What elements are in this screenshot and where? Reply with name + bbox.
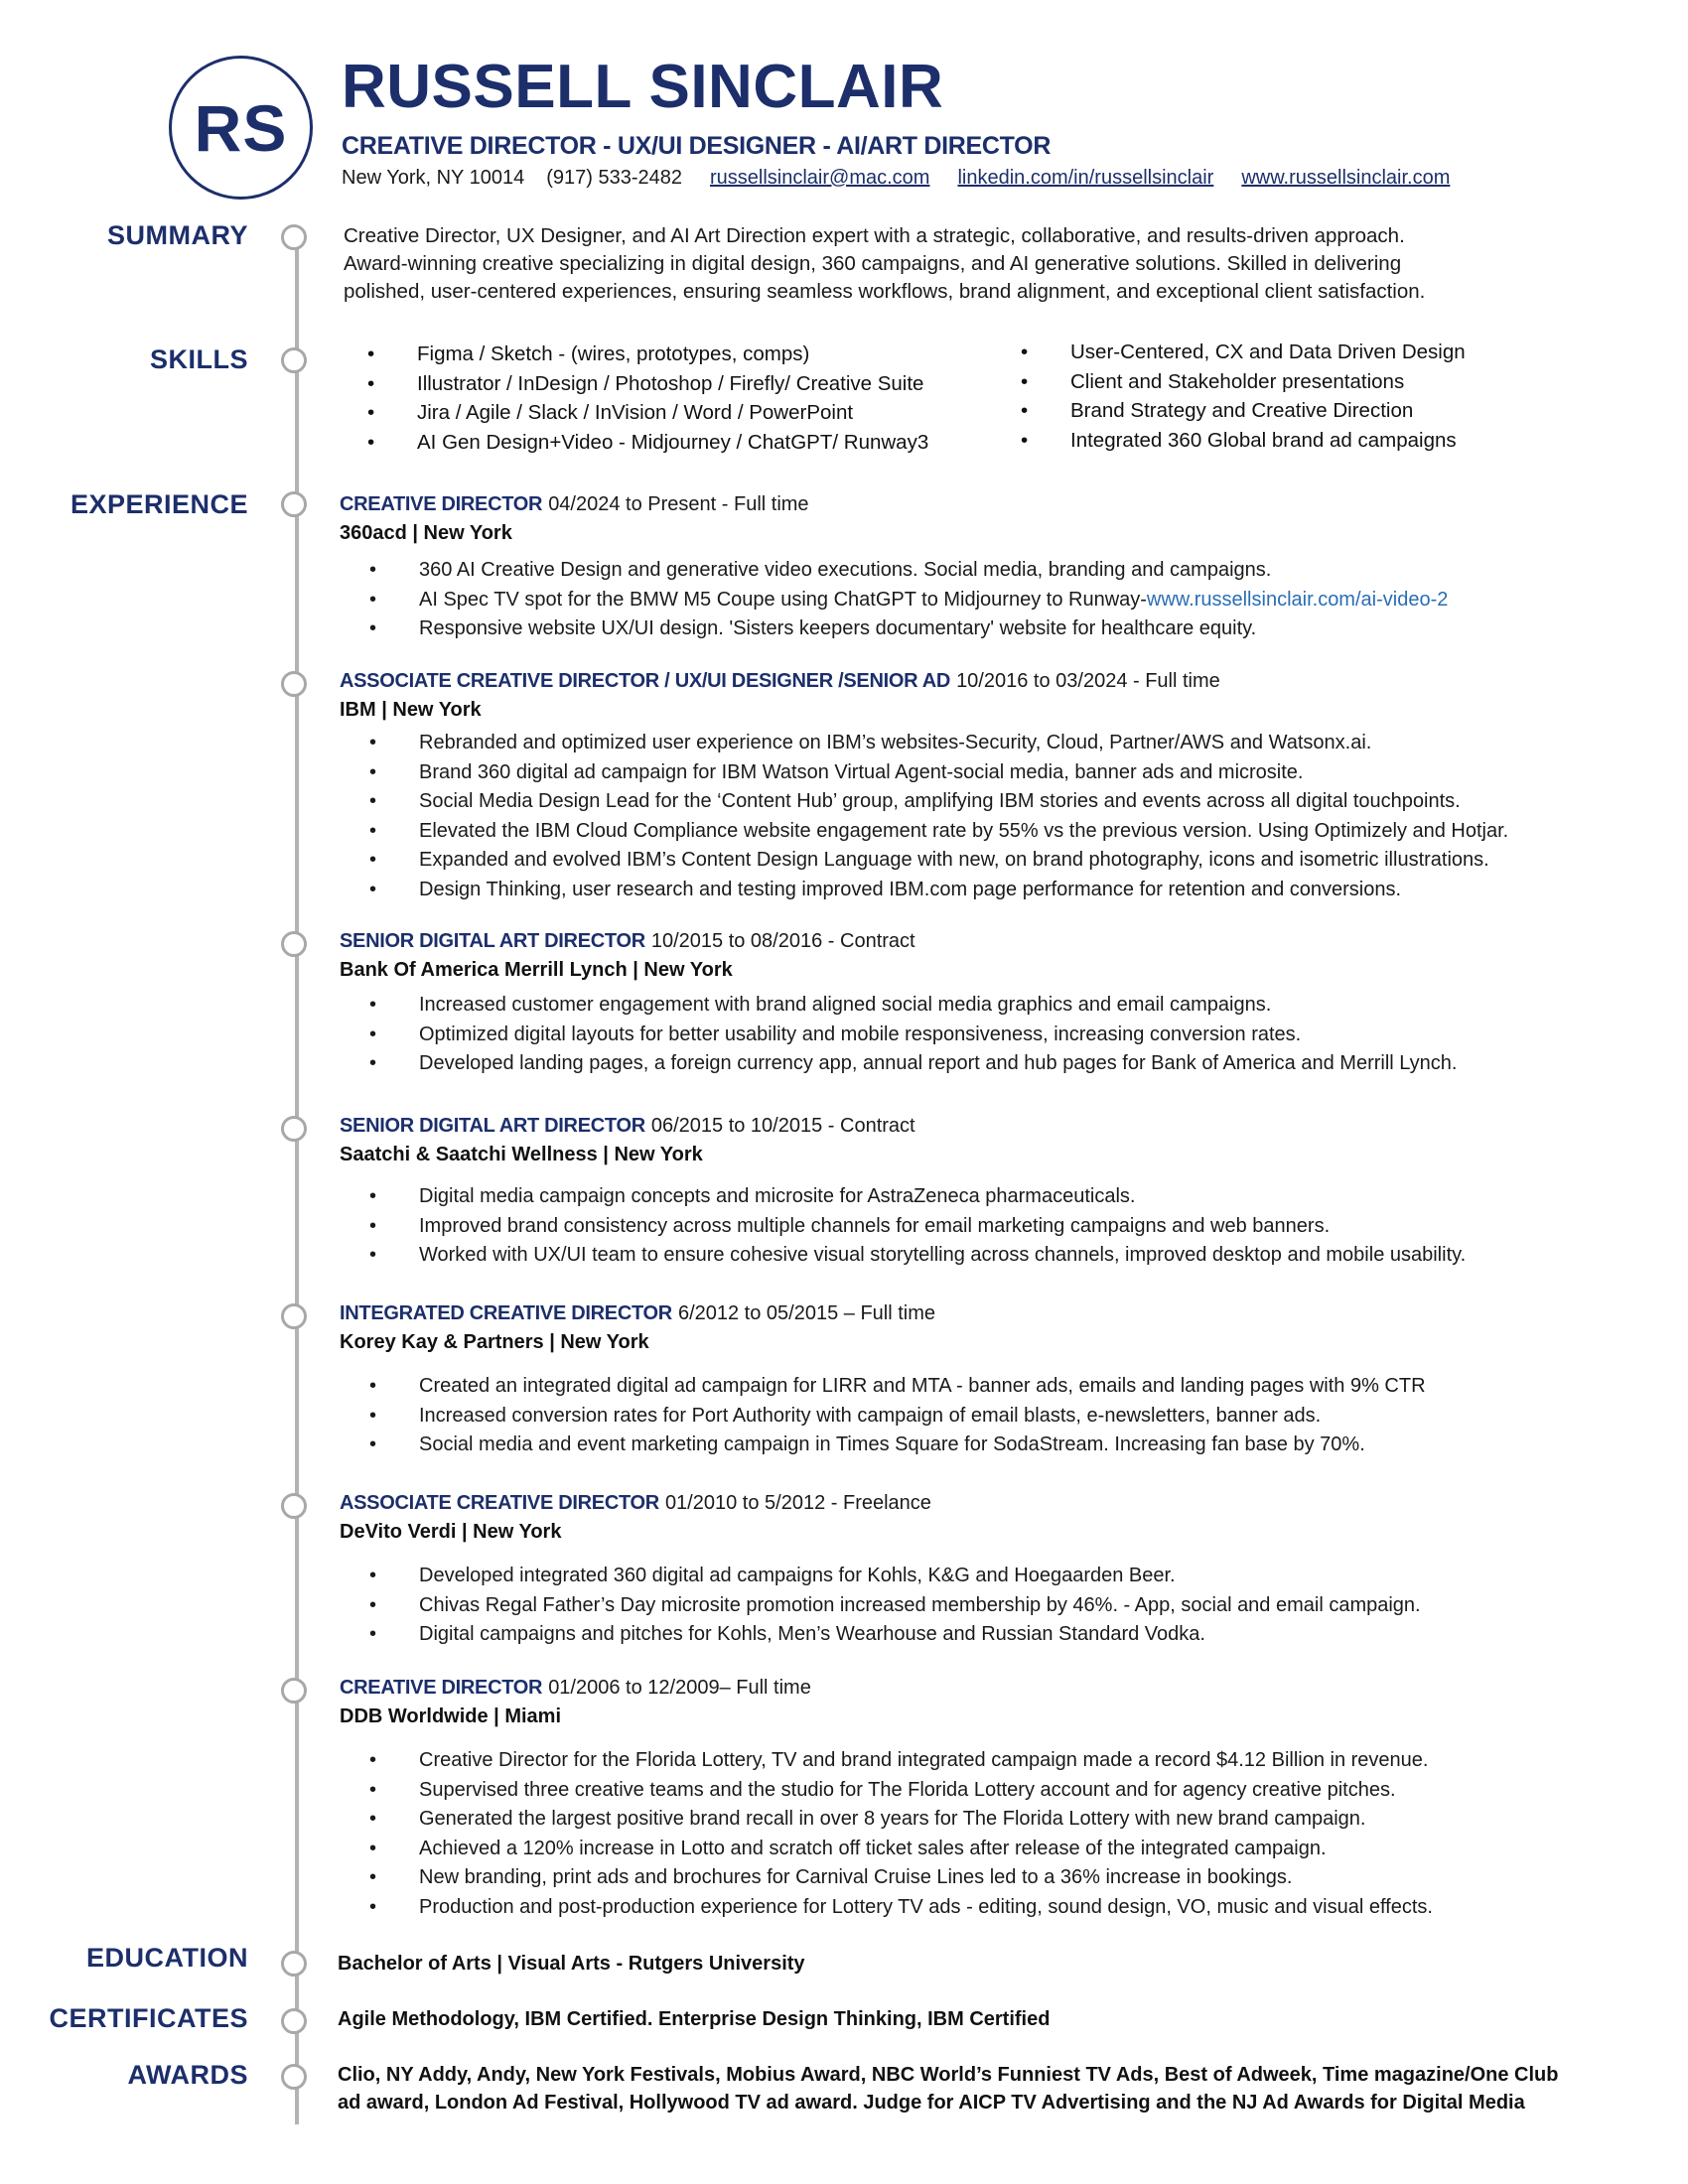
job-employer: 360acd | New York: [340, 522, 512, 544]
job-entry: [340, 1489, 1611, 1650]
job-header: [340, 1489, 1611, 1518]
timeline-node: [281, 224, 307, 250]
job-bullet: • 360 AI Creative Design and generative video executions. Social media, branding and campaigns.: [340, 556, 1611, 586]
summary-line: polished, user-centered experiences, ensuring seamless workflows, brand alignment, and exceptional client satisfaction.: [344, 280, 1426, 303]
job-dates: 04/2024 to Present - Full time: [548, 493, 809, 515]
job-employer: DDB Worldwide | Miami: [340, 1706, 562, 1727]
job-bullet: • Supervised three creative teams and the studio for The Florida Lottery account and for agency creative pitches.: [340, 1776, 1611, 1806]
skill-item: • AI Gen Design+Video - Midjourney / ChatGPT/ Runway3: [367, 428, 928, 458]
skill-item: • Illustrator / InDesign / Photoshop / Firefly/ Creative Suite: [367, 369, 928, 399]
timeline-node: [281, 1951, 307, 1977]
job-employer: IBM | New York: [340, 699, 482, 721]
job-bullet: • Responsive website UX/UI design. 'Sisters keepers documentary' website for healthcare equity.: [340, 614, 1611, 644]
job-bullet: [340, 586, 1611, 615]
job-employer: Korey Kay & Partners | New York: [340, 1331, 649, 1353]
job-header: [340, 667, 1611, 696]
summary-line: Creative Director, UX Designer, and AI Art Direction expert with a strategic, collaborative, and results-driven approach.: [344, 224, 1405, 247]
phone: (917) 533-2482: [546, 167, 682, 189]
job-bullet: • Worked with UX/UI team to ensure cohesive visual storytelling across channels, improved desktop and mobile usability.: [340, 1241, 1611, 1271]
skill-item: • Client and Stakeholder presentations: [1021, 367, 1466, 397]
job-bullet: • Production and post-production experience for Lottery TV ads - editing, sound design, VO, music and visual effects.: [340, 1893, 1611, 1923]
job-entry: [340, 1674, 1611, 1923]
timeline-node: [281, 1493, 307, 1519]
job-employer: Bank Of America Merrill Lynch | New York: [340, 959, 733, 981]
job-title: INTEGRATED CREATIVE DIRECTOR: [340, 1302, 672, 1324]
awards-text: [338, 2061, 1558, 2116]
timeline-node: [281, 491, 307, 517]
section-label-education: EDUCATION: [86, 1943, 248, 1973]
job-title: SENIOR DIGITAL ART DIRECTOR: [340, 1115, 645, 1137]
job-dates: 6/2012 to 05/2015 – Full time: [677, 1302, 936, 1324]
job-bullet: • Social media and event marketing campaign in Times Square for SodaStream. Increasing fan base by 70%.: [340, 1431, 1611, 1460]
timeline-node: [281, 1116, 307, 1142]
job-entry: [340, 1299, 1611, 1460]
summary-text: [344, 222, 1535, 306]
job-employer: Saatchi & Saatchi Wellness | New York: [340, 1144, 703, 1165]
job-bullet: • Increased customer engagement with brand aligned social media graphics and email campaigns.: [340, 991, 1611, 1021]
job-entry: [340, 1112, 1611, 1271]
job-bullet: • Achieved a 120% increase in Lotto and scratch off ticket sales after release of the integrated campaign.: [340, 1835, 1611, 1864]
skill-item: • Jira / Agile / Slack / InVision / Word / PowerPoint: [367, 398, 928, 428]
job-header: [340, 927, 1611, 956]
job-entry: [340, 667, 1611, 905]
linkedin-link[interactable]: linkedin.com/in/russellsinclair: [957, 167, 1214, 189]
job-bullet: • Created an integrated digital ad campaign for LIRR and MTA - banner ads, emails and landing pages with 9% CTR: [340, 1372, 1611, 1402]
job-bullets: [340, 1562, 1611, 1650]
video-link[interactable]: www.russellsinclair.com/ai-video-2: [1146, 588, 1449, 611]
timeline-node: [281, 347, 307, 373]
skill-item: • Integrated 360 Global brand ad campaigns: [1021, 426, 1466, 456]
job-bullets: [340, 729, 1611, 905]
section-label-skills: SKILLS: [149, 344, 248, 374]
job-dates: 01/2010 to 5/2012 - Freelance: [664, 1492, 931, 1514]
section-label-experience: EXPERIENCE: [70, 489, 248, 519]
email-link[interactable]: russellsinclair@mac.com: [709, 167, 930, 189]
job-bullet: • Elevated the IBM Cloud Compliance website engagement rate by 55% vs the previous version. Using Optimizely and Hotjar.: [340, 817, 1611, 847]
job-bullets: [340, 1372, 1611, 1460]
job-bullet: • New branding, print ads and brochures for Carnival Cruise Lines led to a 36% increase in bookings.: [340, 1863, 1611, 1893]
job-header: [340, 1299, 1611, 1328]
job-bullet: • Generated the largest positive brand recall in over 8 years for The Florida Lottery with new brand campaign.: [340, 1805, 1611, 1835]
awards-line: ad award, London Ad Festival, Hollywood TV ad award. Judge for AICP TV Advertising and the NJ Ad Awards for Digital Media: [338, 2092, 1525, 2114]
job-bullet: • Social Media Design Lead for the ‘Content Hub’ group, amplifying IBM stories and events across all digital touchpoints.: [340, 787, 1611, 817]
certificates-text: Agile Methodology, IBM Certified. Enterprise Design Thinking, IBM Certified: [338, 2008, 1051, 2030]
job-bullet: • Design Thinking, user research and testing improved IBM.com page performance for retention and conversions.: [340, 876, 1611, 905]
job-dates: 10/2015 to 08/2016 - Contract: [650, 930, 915, 952]
job-bullet: • Improved brand consistency across multiple channels for email marketing campaigns and web banners.: [340, 1212, 1611, 1242]
job-entry: [340, 490, 1611, 644]
timeline-node: [281, 2008, 307, 2034]
job-bullet: • Optimized digital layouts for better usability and mobile responsiveness, increasing conversion rates.: [340, 1021, 1611, 1050]
job-title: ASSOCIATE CREATIVE DIRECTOR / UX/UI DESIGNER /SENIOR AD: [340, 670, 951, 692]
job-tagline: CREATIVE DIRECTOR - UX/UI DESIGNER - AI/ART DIRECTOR: [342, 132, 1052, 160]
job-title: SENIOR DIGITAL ART DIRECTOR: [340, 930, 645, 952]
job-entry: [340, 927, 1611, 1079]
contact-bar: [342, 167, 1450, 190]
section-label-summary: SUMMARY: [107, 220, 248, 250]
education-text: Bachelor of Arts | Visual Arts - Rutgers University: [338, 1953, 805, 1975]
job-employer: DeVito Verdi | New York: [340, 1521, 562, 1543]
job-title: CREATIVE DIRECTOR: [340, 1677, 543, 1699]
timeline-node: [281, 1303, 307, 1329]
job-bullet: • Developed landing pages, a foreign currency app, annual report and hub pages for Bank of America and Merrill Lynch.: [340, 1049, 1611, 1079]
job-bullet: • Increased conversion rates for Port Authority with campaign of email blasts, e-newsletters, banner ads.: [340, 1402, 1611, 1432]
job-bullets: [340, 991, 1611, 1079]
address: New York, NY 10014: [342, 167, 525, 189]
job-dates: 06/2015 to 10/2015 - Contract: [650, 1115, 915, 1137]
job-header: [340, 490, 1611, 519]
job-header: [340, 1674, 1611, 1703]
candidate-name: RUSSELL SINCLAIR: [342, 53, 944, 121]
job-bullets: [340, 1182, 1611, 1271]
job-bullet: • Chivas Regal Father’s Day microsite promotion increased membership by 46%. - App, social and email campaign.: [340, 1591, 1611, 1621]
summary-line: Award-winning creative specializing in digital design, 360 campaigns, and AI generative solutions. Skilled in delivering: [344, 252, 1402, 275]
job-title: ASSOCIATE CREATIVE DIRECTOR: [340, 1492, 659, 1514]
timeline-node: [281, 931, 307, 957]
skills-list-left: [367, 340, 928, 457]
job-bullets: [340, 556, 1611, 644]
website-link[interactable]: www.russellsinclair.com: [1241, 167, 1451, 189]
job-header: [340, 1112, 1611, 1141]
job-bullet: • Digital media campaign concepts and microsite for AstraZeneca pharmaceuticals.: [340, 1182, 1611, 1212]
skill-item: • Figma / Sketch - (wires, prototypes, comps): [367, 340, 928, 369]
job-bullet: • Developed integrated 360 digital ad campaigns for Kohls, K&G and Hoegaarden Beer.: [340, 1562, 1611, 1591]
section-label-certificates: CERTIFICATES: [49, 2003, 248, 2033]
awards-line: Clio, NY Addy, Andy, New York Festivals, Mobius Award, NBC World’s Funniest TV Ads, Best of Adweek, Time magazine/One Club: [338, 2064, 1559, 2086]
skill-item: • User-Centered, CX and Data Driven Design: [1021, 338, 1466, 367]
skill-item: • Brand Strategy and Creative Direction: [1021, 396, 1466, 426]
timeline-node: [281, 1678, 307, 1704]
job-bullet: • Creative Director for the Florida Lottery, TV and brand integrated campaign made a record $4.12 Billion in revenue.: [340, 1746, 1611, 1776]
timeline-node: [281, 671, 307, 697]
job-bullet: • Rebranded and optimized user experience on IBM’s websites-Security, Cloud, Partner/AWS and Watsonx.ai.: [340, 729, 1611, 758]
job-dates: 01/2006 to 12/2009– Full time: [548, 1677, 811, 1699]
job-bullet: • Expanded and evolved IBM’s Content Design Language with new, on brand photography, icons and isometric illustrations.: [340, 846, 1611, 876]
skills-list-right: [1021, 338, 1466, 455]
section-label-awards: AWARDS: [127, 2060, 248, 2090]
job-bullet: • Brand 360 digital ad campaign for IBM Watson Virtual Agent-social media, banner ads and microsite.: [340, 758, 1611, 788]
job-bullet: • Digital campaigns and pitches for Kohls, Men’s Wearhouse and Russian Standard Vodka.: [340, 1620, 1611, 1650]
job-dates: 10/2016 to 03/2024 - Full time: [956, 670, 1220, 692]
job-title: CREATIVE DIRECTOR: [340, 493, 543, 515]
job-bullets: [340, 1746, 1611, 1923]
timeline-line: [295, 238, 299, 2124]
timeline-node: [281, 2064, 307, 2090]
monogram-logo: RS: [169, 56, 313, 200]
job-bullet-text: AI Spec TV spot for the BMW M5 Coupe using ChatGPT to Midjourney to Runway-: [419, 588, 1147, 611]
